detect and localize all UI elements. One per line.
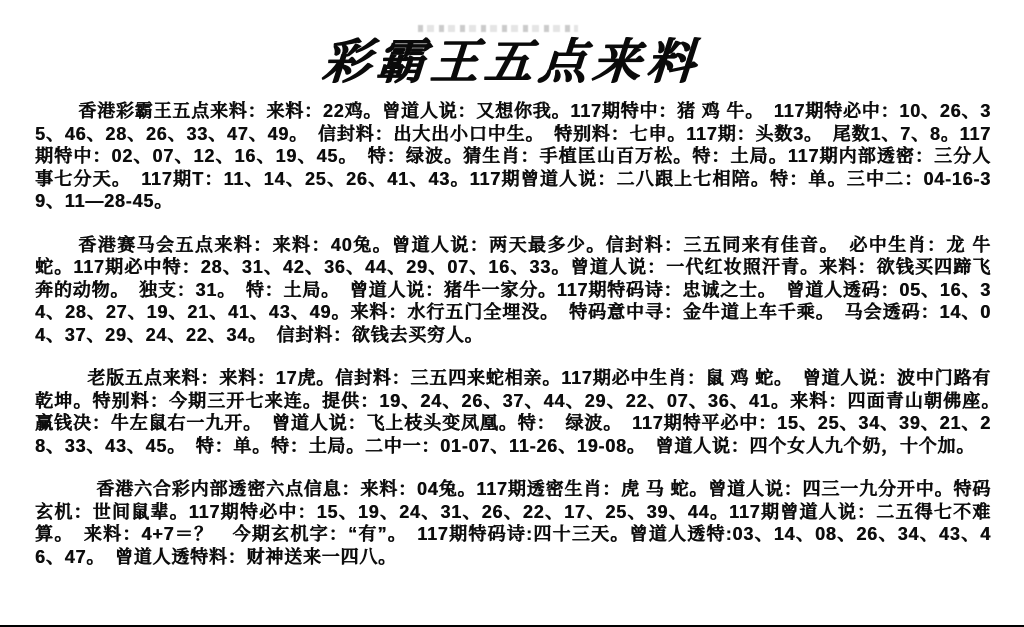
paragraph-hk-caibawang-5pm: 香港彩霸王五点来料：来料：22鸡。曾道人说：又想你我。117期特中：猪 鸡 牛。 117期特必中：10、26、35、46、28、26、33、47、49。 信封料：出大出小口中生。 特别料：七申。117期：头数3。 尾数1、7、8。117期特中：02、07、12、16、19、45。 特：绿波。猜生肖：手植匡山百万松。特：土局。117期内部透密：三分人事七分天。 117期T：11、14、25、26、41、43。117期曾道人说：二八跟上七相陪。特：单。三中二：04-16-39、11—28-45。 bbox=[35, 101, 991, 211]
paragraph-hk-marksix-internal-6pm: 香港六合彩内部透密六点信息：来料：04兔。117期透密生肖：虎 马 蛇。曾道人说：四三一九分开中。特码玄机：世间鼠辈。117期特必中：15、19、24、31、26、22、17、25、39、44。117期曾道人说：二五得七不难算。 来料：4+7＝？ 今期玄机字：“有”。 117期特码诗:四十三天。曾道人透特:03、14、08、26、34、43、46、47。 曾道人透特料：财神送来一四八。 bbox=[35, 479, 991, 567]
paragraph-hk-jockey-club-5pm: 香港赛马会五点来料：来料：40兔。曾道人说：两天最多少。信封料：三五同来有佳音。 必中生肖：龙 牛 蛇。117期必中特：28、31、42、36、44、29、07、16、33。曾道人说：一代红妆照汗青。来料：欲钱买四蹄飞奔的动物。 独支：31。 特：土局。 曾道人说：猪牛一家分。117期特码诗：忠诚之士。 曾道人透码：05、16、34、28、27、19、21、41、43、49。来料：水行五门全埋没。 特码意中寻：金牛道上车千乘。 马会透码：14、04、37、29、24、22、34。 信封料：欲钱去买穷人。 bbox=[35, 234, 991, 345]
tips-content bbox=[35, 100, 1010, 568]
page-title: 彩霸王五点来料 bbox=[320, 34, 703, 90]
paragraph-old-version-5pm: 老版五点来料：来料：17虎。信封料：三五四来蛇相亲。117期必中生肖：鼠 鸡 蛇。 曾道人说：波中门路有乾坤。特别料：今期三开七来连。提供：19、24、26、37、44、29、22、07、36、41。来料：四面青山朝佛座。 赢钱决：牛左鼠右一九开。 曾道人说：飞上枝头变凤凰。特： 绿波。 117期特平必中：15、25、34、39、21、28、33、43、45。 特：单。特：土局。二中一：01-07、11-26、19-08。 曾道人说：四个女人九个奶，十个加。 bbox=[35, 368, 1010, 456]
